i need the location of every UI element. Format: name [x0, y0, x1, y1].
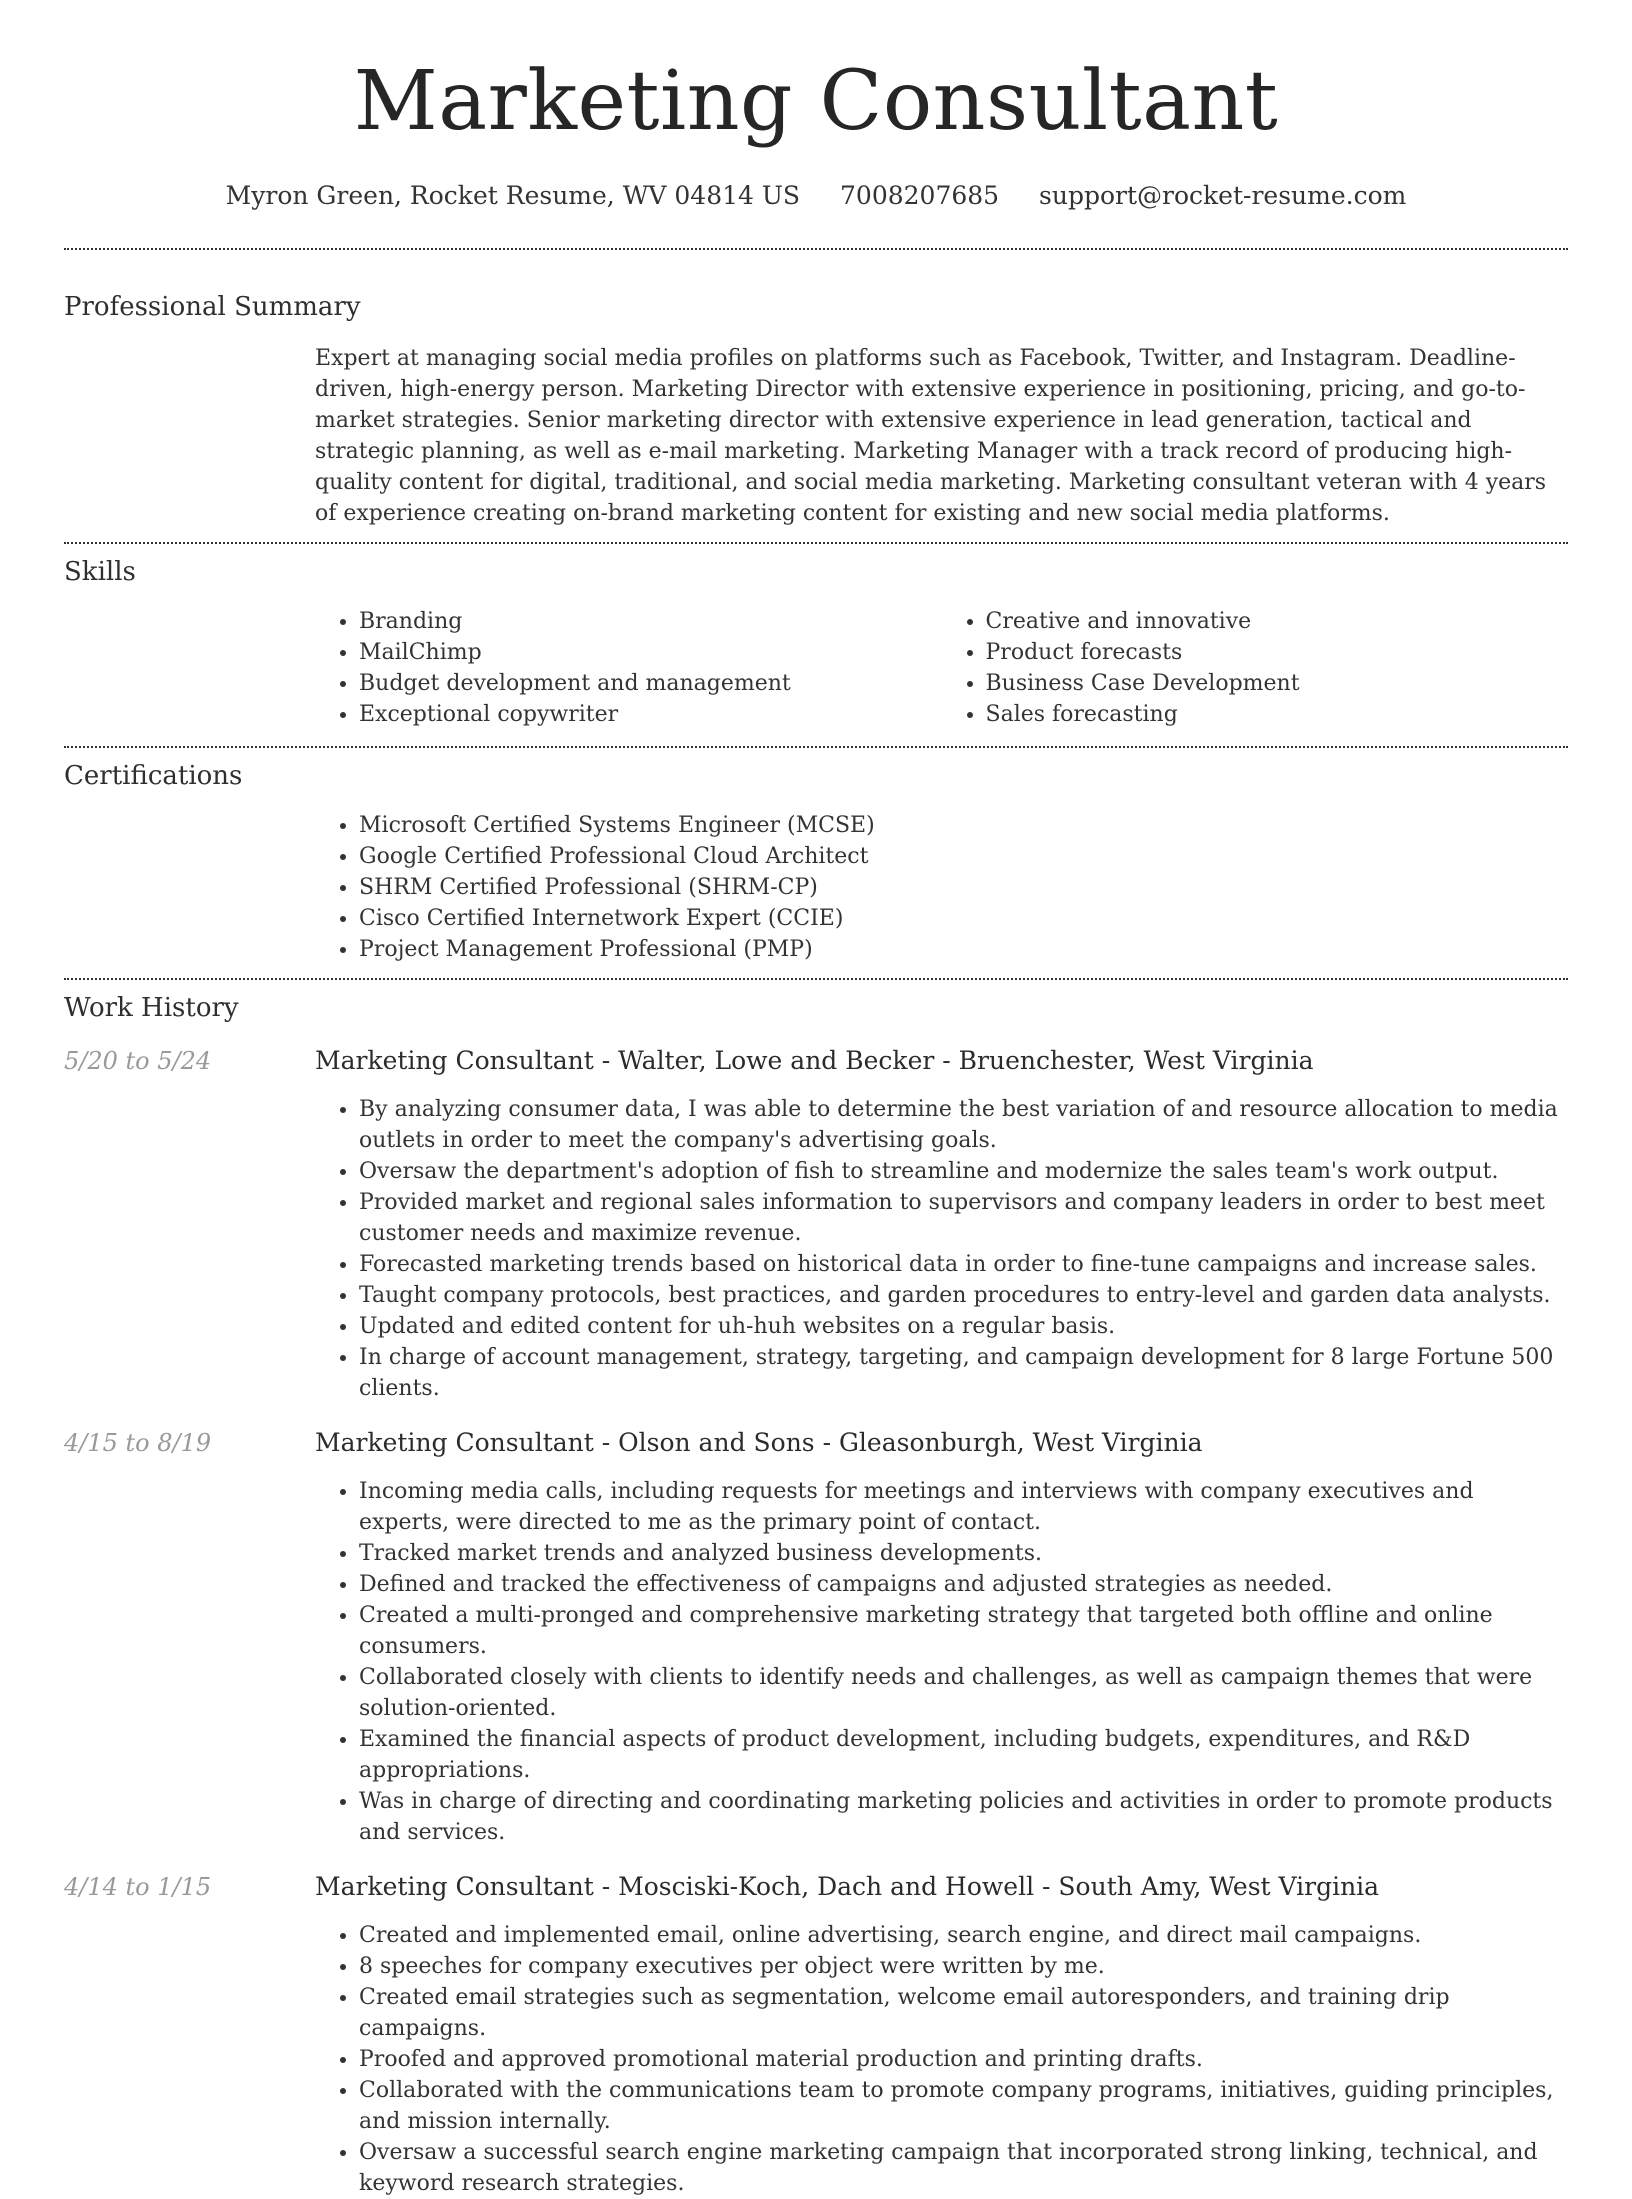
resume-title: Marketing Consultant: [353, 54, 1279, 149]
job-title: Marketing Consultant - Mosciski-Koch, Dach and Howell - South Amy, West Virginia: [315, 1872, 1380, 1901]
job-bullet: • Forecasted marketing trends based on historical data in order to fine-tune campaigns and increase sales.: [359, 1249, 1568, 1280]
certifications-list: [315, 810, 1568, 965]
summary-body: [315, 343, 1568, 529]
job-header: [64, 1428, 1568, 1464]
skill-item: • Product forecasts: [986, 637, 1569, 668]
job-title: Marketing Consultant - Olson and Sons - Gleasonburgh, West Virginia: [315, 1428, 1203, 1457]
certification-item: • Project Management Professional (PMP): [359, 934, 1568, 965]
summary-heading: Professional Summary: [64, 292, 361, 322]
job-bullet: • 8 speeches for company executives per object were written by me.: [359, 1951, 1568, 1982]
contact-phone: 7008207685: [840, 181, 1000, 210]
job-bullet: • Created email strategies such as segmentation, welcome email autoresponders, and training drip campaigns.: [359, 1982, 1568, 2044]
job-dates: 5/20 to 5/24: [64, 1047, 212, 1075]
job-bullet: • Defined and tracked the effectiveness of campaigns and adjusted strategies as needed.: [359, 1569, 1568, 1600]
job-bullet: • In charge of account management, strategy, targeting, and campaign development for 8 large Fortune 500 clients.: [359, 1342, 1568, 1404]
skills-heading: Skills: [64, 557, 136, 587]
job-entry: [64, 1428, 1568, 1848]
summary-text: Expert at managing social media profiles on platforms such as Facebook, Twitter, and Instagram. Deadline-driven, high-energy person. Marketing Director with extensive experience in positioning, pricing, and go-to-market strategies. Senior marketing director with extensive experience in lead generation, tactical and strategic planning, as well as e-mail marketing. Marketing Manager with a track record of producing high-quality content for digital, traditional, and social media marketing. Marketing consultant veteran with 4 years of experience creating on-brand marketing content for existing and new social media platforms.: [315, 346, 1547, 526]
job-bullets: [315, 1476, 1568, 1848]
job-bullet: • Provided market and regional sales information to supervisors and company leaders in order to best meet customer needs and maximize revenue.: [359, 1187, 1568, 1249]
job-bullet: • Oversaw the department's adoption of fish to streamline and modernize the sales team's work output.: [359, 1156, 1568, 1187]
job-bullet: • Created a multi-pronged and comprehensive marketing strategy that targeted both offline and online consumers.: [359, 1600, 1568, 1662]
skill-item: • Branding: [359, 606, 942, 637]
skill-item: • Creative and innovative: [986, 606, 1569, 637]
job-dates: 4/15 to 8/19: [64, 1429, 212, 1457]
resume-page: [64, 0, 1568, 2199]
skill-item: • MailChimp: [359, 637, 942, 668]
certification-item: • Google Certified Professional Cloud Architect: [359, 841, 1568, 872]
job-bullets: [315, 1094, 1568, 1404]
job-bullet: • Taught company protocols, best practices, and garden procedures to entry-level and garden data analysts.: [359, 1280, 1568, 1311]
job-bullet: • Updated and edited content for uh-huh websites on a regular basis.: [359, 1311, 1568, 1342]
job-bullet: • Examined the financial aspects of product development, including budgets, expenditures, and R&D appropriations.: [359, 1724, 1568, 1786]
job-dates: 4/14 to 1/15: [64, 1873, 212, 1901]
job-title: Marketing Consultant - Walter, Lowe and Becker - Bruenchester, West Virginia: [315, 1046, 1314, 1075]
work-heading: Work History: [64, 993, 239, 1023]
certification-item: • SHRM Certified Professional (SHRM-CP): [359, 872, 1568, 903]
skill-item: • Business Case Development: [986, 668, 1569, 699]
job-bullet: • Tracked market trends and analyzed business developments.: [359, 1538, 1568, 1569]
certifications-body: [315, 810, 1568, 965]
contact-email: support@rocket-resume.com: [1039, 181, 1407, 210]
job-bullet: • Collaborated with the communications team to promote company programs, initiatives, guiding principles, and mission internally.: [359, 2075, 1568, 2137]
job-header: [64, 1872, 1568, 1908]
skills-list-right: [942, 606, 1569, 730]
job-bullet: • Collaborated closely with clients to identify needs and challenges, as well as campaign themes that were solution-oriented.: [359, 1662, 1568, 1724]
skill-item: • Sales forecasting: [986, 699, 1569, 730]
job-bullet: • Oversaw a successful search engine marketing campaign that incorporated strong linking, technical, and keyword research strategies.: [359, 2137, 1568, 2199]
job-bullet: • Proofed and approved promotional material production and printing drafts.: [359, 2044, 1568, 2075]
skills-body: [315, 606, 1568, 730]
skill-item: • Exceptional copywriter: [359, 699, 942, 730]
skill-item: • Budget development and management: [359, 668, 942, 699]
job-header: [64, 1046, 1568, 1082]
certification-item: • Cisco Certified Internetwork Expert (CCIE): [359, 903, 1568, 934]
job-bullet: • Incoming media calls, including requests for meetings and interviews with company executives and experts, were directed to me as the primary point of contact.: [359, 1476, 1568, 1538]
job-entry: [64, 1046, 1568, 1404]
contact-address: Myron Green, Rocket Resume, WV 04814 US: [225, 181, 801, 210]
contact-line: [64, 178, 1568, 214]
job-bullet: • Was in charge of directing and coordinating marketing policies and activities in order to promote products and services.: [359, 1786, 1568, 1848]
skills-list-left: [315, 606, 942, 730]
job-bullets: [315, 1920, 1568, 2199]
job-bullet: • Created and implemented email, online advertising, search engine, and direct mail campaigns.: [359, 1920, 1568, 1951]
job-entry: [64, 1872, 1568, 2199]
certification-item: • Microsoft Certified Systems Engineer (MCSE): [359, 810, 1568, 841]
certifications-heading: Certifications: [64, 761, 243, 791]
job-bullet: • By analyzing consumer data, I was able to determine the best variation of and resource allocation to media outlets in order to meet the company's advertising goals.: [359, 1094, 1568, 1156]
